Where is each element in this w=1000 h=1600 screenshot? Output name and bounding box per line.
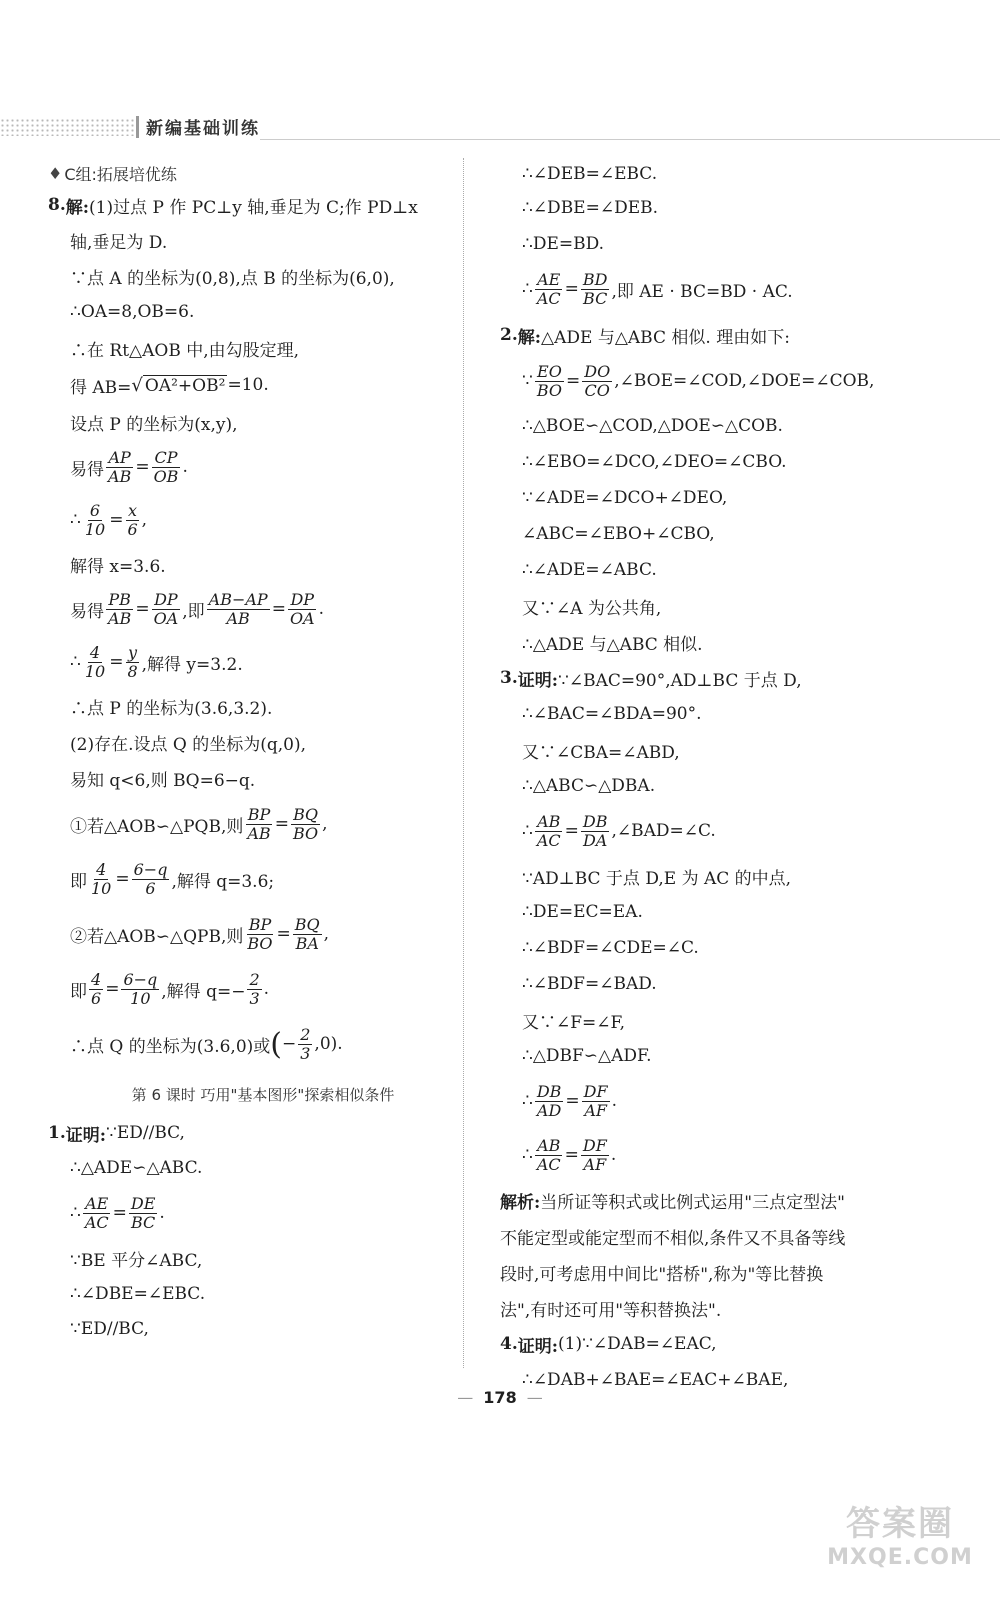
numerator: AE	[85, 1193, 109, 1213]
equals-sign: =	[276, 924, 291, 944]
watermark-logo	[820, 1496, 980, 1570]
question-number: 8.	[48, 195, 66, 215]
header-title: 新编基础训练	[146, 119, 260, 139]
fraction	[291, 806, 320, 843]
question-number: 4.	[500, 1334, 518, 1354]
numerator: 2	[300, 1024, 311, 1044]
text-line: ∵ED//BC,	[106, 1123, 185, 1143]
text-line: △ADE 与△ABC 相似. 理由如下:	[541, 327, 790, 348]
numerator: AP	[108, 447, 131, 467]
text-line: 又∵∠CBA=∠ABD,	[522, 742, 680, 763]
equals-sign: =	[109, 652, 124, 672]
fraction	[89, 971, 103, 1008]
q8-line-5	[48, 330, 458, 366]
period: .	[610, 1145, 617, 1165]
numerator: DB	[582, 811, 608, 831]
q1-line-3	[48, 1186, 458, 1240]
fraction	[152, 449, 181, 486]
numerator: 6−q	[123, 969, 158, 989]
fraction	[288, 591, 317, 628]
numerator: CP	[154, 447, 178, 467]
text-line: ∵点 A 的坐标为(0,8),点 B 的坐标为(6,0),	[70, 268, 395, 289]
q2-line-8	[500, 624, 920, 660]
page-number-footer	[0, 1388, 1000, 1407]
denominator: OA	[153, 608, 179, 628]
text-line: ∴DE=EC=EA.	[522, 902, 643, 922]
numerator: 6	[89, 500, 101, 520]
text-line: 即	[70, 981, 87, 1002]
numerator: DP	[154, 589, 178, 609]
q3-line-11	[500, 1074, 920, 1128]
text-line: (2)存在.设点 Q 的坐标为(q,0),	[70, 734, 306, 755]
text-line: ∵AD⊥BC 于点 D,E 为 AC 的中点,	[522, 868, 792, 889]
question-number: 3.	[500, 668, 518, 688]
text-line: ∴△ABC∽△DBA.	[522, 776, 656, 796]
r-line-2	[500, 190, 920, 226]
header-bar	[136, 116, 139, 138]
lesson-title: 第 6 课时 巧用"基本图形"探索相似条件	[131, 1085, 395, 1104]
q4-line-0	[500, 1326, 920, 1362]
comma: ,	[323, 924, 330, 944]
text-line: ∴点 P 的坐标为(3.6,3.2).	[70, 698, 273, 719]
fraction	[207, 591, 270, 628]
denominator: AC	[536, 830, 561, 850]
fraction	[582, 1083, 610, 1120]
denominator: 8	[127, 661, 138, 681]
text-line: ,解得 q=3.6;	[171, 871, 275, 892]
denominator: BO	[247, 933, 273, 953]
text-line: ∴∠DAB+∠BAE=∠EAC+∠BAE,	[522, 1370, 789, 1390]
q1-line-4	[48, 1240, 458, 1276]
text-line: 段时,可考虑用中间比"搭桥",称为"等比替换	[500, 1264, 824, 1285]
text-line: ∴点 Q 的坐标为(3.6,0)或	[70, 1036, 271, 1057]
q3-line-9	[500, 1002, 920, 1038]
section-title: C组:拓展培优练	[64, 164, 177, 184]
question-number: 1.	[48, 1123, 66, 1143]
equals-sign: =	[109, 510, 124, 530]
denominator: 3	[300, 1043, 311, 1063]
numerator: 4	[96, 859, 107, 879]
q2-line-7	[500, 588, 920, 624]
fraction	[125, 502, 139, 539]
section-heading	[48, 158, 458, 188]
fraction	[535, 1083, 564, 1120]
q3-line-2	[500, 732, 920, 768]
denominator: OB	[153, 466, 179, 486]
text-line: ∴∠BDF=∠BAD.	[522, 974, 657, 994]
q8-line-16	[48, 796, 458, 852]
q3-line-0	[500, 660, 920, 696]
text-line: ∴∠DBE=∠EBC.	[70, 1284, 206, 1304]
denominator: AB	[226, 608, 250, 628]
text-line: ∴∠BDF=∠CDE=∠C.	[522, 938, 699, 958]
q8-line-14	[48, 724, 458, 760]
text-line: ,解得 y=3.2.	[141, 654, 243, 675]
text-line: (1)过点 P 作 PC⊥y 轴,垂足为 C;作 PD⊥x	[89, 197, 418, 218]
fraction	[83, 1195, 111, 1232]
equals-sign: =	[565, 1091, 580, 1111]
equals-sign: =	[105, 979, 120, 999]
comma: ,	[141, 510, 148, 530]
text-line: ∴△BOE∽△COD,△DOE∽△COB.	[522, 416, 783, 436]
right-column	[500, 158, 920, 1398]
denominator: 6	[145, 878, 156, 898]
footer-dash: —	[457, 1388, 474, 1407]
numerator: x	[128, 500, 138, 520]
numerator: BQ	[294, 914, 320, 934]
text-line: 易得	[70, 601, 104, 622]
text-line: ,即 AE · BC=BD · AC.	[611, 281, 793, 302]
numerator: DF	[583, 1081, 608, 1101]
numerator: DP	[290, 589, 315, 609]
denominator: OA	[289, 608, 315, 628]
fraction	[581, 271, 610, 308]
q8-line-10	[48, 546, 458, 582]
q8-line-12	[48, 636, 458, 688]
q2-line-2	[500, 408, 920, 444]
diamond-icon: ♦	[48, 163, 63, 183]
text-line: ①若△AOB∽△PQB,则	[70, 816, 244, 837]
sqrt-content: OA²+OB²	[144, 375, 226, 396]
fraction	[535, 1137, 563, 1174]
q8-line-15	[48, 760, 458, 796]
equals-sign: =	[274, 814, 289, 834]
text-line: ∴DE=BD.	[522, 234, 605, 254]
fraction	[83, 502, 107, 539]
numerator: BD	[582, 269, 608, 289]
fraction	[245, 806, 272, 843]
denominator: AD	[536, 1100, 562, 1120]
q1-line-5	[48, 1276, 458, 1312]
numerator: AB	[537, 1135, 561, 1155]
q8-line-11	[48, 582, 458, 636]
numerator: AB	[537, 811, 561, 831]
q3-line-4	[500, 804, 920, 858]
fraction	[106, 449, 133, 486]
equals-sign: =	[135, 457, 150, 477]
denominator: 6	[127, 519, 138, 539]
analysis-label: 解析:	[500, 1192, 541, 1213]
because-symbol: ∵	[522, 371, 533, 391]
text-line: 又∵∠A 为公共角,	[522, 598, 662, 619]
sqrt-icon: √	[131, 374, 143, 396]
text-line: ∴∠DEB=∠EBC.	[522, 164, 658, 184]
numerator: BP	[247, 804, 271, 824]
text-line: =10.	[227, 375, 269, 395]
equals-sign: =	[564, 279, 579, 299]
fraction	[152, 591, 181, 628]
text-line: 轴,垂足为 D.	[70, 232, 168, 253]
q3-line-6	[500, 894, 920, 930]
period: .	[318, 599, 325, 619]
q1-line-6	[48, 1312, 458, 1346]
denominator: 10	[130, 988, 151, 1008]
fraction	[106, 591, 133, 628]
equals-sign: =	[271, 599, 286, 619]
text-line: ∴△ADE 与△ABC 相似.	[522, 634, 703, 655]
text-line: 当所证等积式或比例式运用"三点定型法"	[540, 1192, 845, 1213]
answer-label: 证明:	[517, 1336, 559, 1357]
q3-line-7	[500, 930, 920, 966]
r-line-3	[500, 226, 920, 262]
q2-line-5	[500, 516, 920, 552]
denominator: AC	[536, 1154, 561, 1174]
denominator: AB	[247, 823, 271, 843]
numerator: 4	[91, 969, 102, 989]
text-line: ②若△AOB∽△QPB,则	[70, 926, 244, 947]
equals-sign: =	[135, 599, 150, 619]
fraction	[245, 916, 274, 953]
text-line: 又∵∠F=∠F,	[522, 1012, 626, 1033]
therefore-symbol: ∴	[70, 1203, 81, 1223]
text-line: ∴∠DBE=∠DEB.	[522, 198, 659, 218]
q1-line-1	[48, 1116, 458, 1150]
fraction	[298, 1026, 312, 1063]
r-line-4	[500, 262, 920, 316]
denominator: 3	[249, 988, 260, 1008]
q8-line-18	[48, 906, 458, 962]
text-line: (1)∵∠DAB=∠EAC,	[558, 1334, 717, 1354]
q3-line-3	[500, 768, 920, 804]
denominator: AC	[536, 288, 561, 308]
numerator: DE	[130, 1193, 156, 1213]
numerator: DF	[582, 1135, 607, 1155]
r-line-1	[500, 158, 920, 190]
minus-sign: −	[281, 1034, 297, 1054]
fraction	[129, 1195, 158, 1232]
text-line: 易知 q<6,则 BQ=6−q.	[70, 770, 256, 791]
answer-label: 证明:	[517, 670, 559, 691]
q8-line-6	[48, 366, 458, 404]
text-line: ∵∠ADE=∠DCO+∠DEO,	[522, 488, 728, 508]
denominator: DA	[582, 830, 608, 850]
q8-line-19	[48, 962, 458, 1016]
text-line: 即	[70, 871, 87, 892]
fraction	[83, 644, 107, 681]
analysis-line-2	[500, 1218, 920, 1254]
numerator: 4	[89, 642, 101, 662]
numerator: PB	[108, 589, 131, 609]
fraction	[125, 644, 139, 681]
q8-line-13	[48, 688, 458, 724]
denominator: BC	[130, 1212, 156, 1232]
denominator: BC	[583, 288, 608, 308]
equals-sign: =	[112, 1203, 127, 1223]
footer-dash: —	[526, 1388, 543, 1407]
q8-line-1	[48, 188, 458, 222]
text-line: ∴在 Rt△AOB 中,由勾股定理,	[70, 340, 300, 361]
q8-line-8	[48, 440, 458, 494]
text-line: ,0).	[314, 1034, 343, 1054]
text-line: 易得	[70, 459, 104, 480]
period: .	[611, 1091, 618, 1111]
text-line: ∴OA=8,OB=6.	[70, 302, 195, 322]
period: .	[263, 979, 270, 999]
denominator: BO	[536, 380, 562, 400]
therefore-symbol: ∴	[522, 1145, 533, 1165]
fraction	[582, 363, 612, 400]
therefore-symbol: ∴	[522, 1091, 533, 1111]
answer-label: 证明:	[65, 1125, 107, 1146]
q8-line-9	[48, 494, 458, 546]
period: .	[182, 457, 188, 477]
answer-label: 解:	[517, 327, 542, 348]
fraction	[535, 363, 564, 400]
denominator: 10	[84, 661, 106, 681]
q3-line-8	[500, 966, 920, 1002]
analysis-line-4	[500, 1290, 920, 1326]
numerator: AE	[537, 269, 561, 289]
denominator: AB	[108, 608, 132, 628]
q8-line-20	[48, 1016, 458, 1072]
text-line: ,∠BAD=∠C.	[611, 821, 716, 841]
denominator: AC	[84, 1212, 109, 1232]
q2-line-6	[500, 552, 920, 588]
text-line: ∵∠BAC=90°,AD⊥BC 于点 D,	[558, 670, 802, 691]
denominator: AB	[108, 466, 132, 486]
denominator: 10	[84, 519, 106, 539]
watermark-url: MXQE.COM	[827, 1545, 973, 1570]
numerator: BP	[248, 914, 272, 934]
q2-line-4	[500, 480, 920, 516]
therefore-symbol: ∴	[522, 279, 533, 299]
denominator: CO	[584, 380, 610, 400]
q8-line-3	[48, 258, 458, 294]
analysis-line-3	[500, 1254, 920, 1290]
denominator: AF	[584, 1100, 607, 1120]
equals-sign: =	[564, 821, 579, 841]
text-line: ∴∠EBO=∠DCO,∠DEO=∠CBO.	[522, 452, 787, 472]
q2-line-0	[500, 316, 920, 354]
therefore-symbol: ∴	[70, 652, 81, 672]
text-line: ∵BE 平分∠ABC,	[70, 1250, 203, 1271]
text-line: ∴△DBF∽△ADF.	[522, 1046, 652, 1066]
equals-sign: =	[115, 869, 130, 889]
numerator: y	[128, 642, 138, 662]
text-line: 不能定型或能定型而不相似,条件又不具备等线	[500, 1228, 846, 1249]
q1-line-2	[48, 1150, 458, 1186]
denominator: 6	[91, 988, 102, 1008]
numerator: 2	[249, 969, 260, 989]
column-divider	[463, 158, 464, 1368]
left-column	[48, 158, 458, 1346]
period: .	[159, 1203, 165, 1223]
q2-line-3	[500, 444, 920, 480]
text-line: 解得 x=3.6.	[70, 556, 166, 577]
numerator: 6−q	[133, 859, 168, 879]
text-line: ∴△ADE∽△ABC.	[70, 1158, 203, 1178]
therefore-symbol: ∴	[522, 821, 533, 841]
text-line: ,解得 q=−	[161, 981, 246, 1002]
q8-line-4	[48, 294, 458, 330]
fraction	[132, 861, 170, 898]
watermark-text: 答案圈	[846, 1504, 954, 1544]
page-number: 178	[483, 1388, 517, 1407]
text-line: ∠ABC=∠EBO+∠CBO,	[522, 524, 715, 544]
q2-line-1	[500, 354, 920, 408]
denominator: BO	[292, 823, 319, 843]
denominator: 10	[91, 878, 112, 898]
fraction	[581, 1137, 609, 1174]
left-paren: (	[270, 1026, 282, 1062]
text-line: ∵ED//BC,	[70, 1319, 149, 1339]
q8-line-2	[48, 222, 458, 258]
numerator: DO	[584, 361, 611, 381]
q8-line-7	[48, 404, 458, 440]
q3-line-5	[500, 858, 920, 894]
equals-sign: =	[566, 371, 581, 391]
text-line: 设点 P 的坐标为(x,y),	[70, 414, 238, 435]
numerator: EO	[537, 361, 562, 381]
fraction	[535, 271, 563, 308]
comma: ,	[322, 814, 328, 834]
q3-line-12	[500, 1128, 920, 1182]
header-dot-pattern	[0, 118, 135, 136]
numerator: BQ	[293, 804, 318, 824]
fraction	[89, 861, 113, 898]
equals-sign: =	[564, 1145, 579, 1165]
text-line: ,即	[182, 601, 205, 622]
therefore-symbol: ∴	[70, 510, 81, 530]
page-header	[0, 112, 1000, 142]
q3-line-1	[500, 696, 920, 732]
q8-line-17	[48, 852, 458, 906]
q3-line-10	[500, 1038, 920, 1074]
question-number: 2.	[500, 325, 518, 345]
denominator: AF	[583, 1154, 607, 1174]
fraction	[121, 971, 159, 1008]
fraction	[581, 813, 610, 850]
numerator: AB−AP	[208, 589, 268, 609]
text-line: 法",有时还可用"等积替换法".	[500, 1300, 722, 1321]
denominator: BA	[295, 933, 319, 953]
analysis-line-1	[500, 1182, 920, 1218]
text-line: ∴∠ADE=∠ABC.	[522, 560, 657, 580]
header-rule	[260, 139, 1000, 140]
text-line: 得 AB=	[70, 377, 132, 398]
answer-label: 解:	[65, 197, 90, 218]
numerator: DB	[536, 1081, 562, 1101]
text-line: ∴∠BAC=∠BDA=90°.	[522, 704, 702, 724]
text-line: ,∠BOE=∠COD,∠DOE=∠COB,	[614, 371, 875, 391]
fraction	[535, 813, 563, 850]
fraction	[293, 916, 322, 953]
lesson-heading	[48, 1072, 458, 1116]
fraction	[247, 971, 261, 1008]
